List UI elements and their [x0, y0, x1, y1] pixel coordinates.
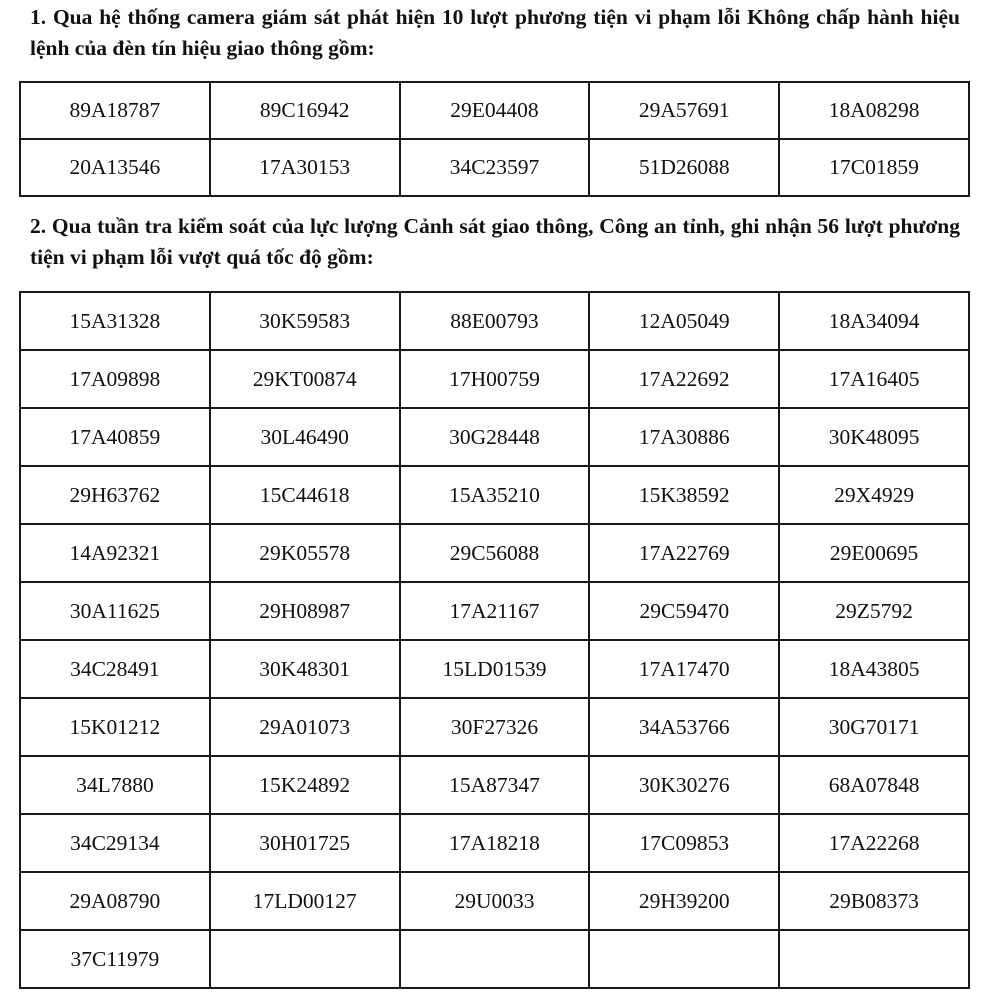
license-plate-cell: 29B08373 [779, 872, 969, 930]
license-plate-cell: 15K24892 [210, 756, 400, 814]
license-plate-cell: 17A16405 [779, 350, 969, 408]
license-plate-cell: 29H39200 [589, 872, 779, 930]
license-plate-cell: 17A22769 [589, 524, 779, 582]
license-plate-cell: 37C11979 [20, 930, 210, 988]
license-plate-cell: 29C59470 [589, 582, 779, 640]
license-plate-cell: 29Z5792 [779, 582, 969, 640]
license-plate-cell: 30K48095 [779, 408, 969, 466]
license-plate-cell: 17A22268 [779, 814, 969, 872]
license-plate-cell: 17A09898 [20, 350, 210, 408]
license-plate-cell: 15LD01539 [400, 640, 590, 698]
license-plate-cell: 17A40859 [20, 408, 210, 466]
license-plate-cell: 29H63762 [20, 466, 210, 524]
license-plate-cell: 18A43805 [779, 640, 969, 698]
table-row [20, 930, 969, 988]
license-plate-cell: 17C09853 [589, 814, 779, 872]
license-plate-cell: 30F27326 [400, 698, 590, 756]
table-row [20, 524, 969, 582]
license-plate-cell: 30G28448 [400, 408, 590, 466]
table-row [20, 814, 969, 872]
license-plate-cell: 51D26088 [589, 139, 779, 196]
license-plate-cell: 17A17470 [589, 640, 779, 698]
license-plate-cell: 29C56088 [400, 524, 590, 582]
license-plate-cell: 15C44618 [210, 466, 400, 524]
license-plate-cell: 12A05049 [589, 292, 779, 350]
table-row [20, 139, 969, 196]
license-plate-cell: 68A07848 [779, 756, 969, 814]
empty-cell [779, 930, 969, 988]
table-row [20, 582, 969, 640]
license-plate-cell: 29KT00874 [210, 350, 400, 408]
license-plate-cell: 30K48301 [210, 640, 400, 698]
table-row [20, 640, 969, 698]
license-plate-cell: 29H08987 [210, 582, 400, 640]
license-plate-cell: 88E00793 [400, 292, 590, 350]
license-plate-cell: 15A31328 [20, 292, 210, 350]
section-1-heading: 1. Qua hệ thống camera giám sát phát hiện 10 lượt phương tiện vi phạm lỗi Không chấp hành hiệu lệnh của đèn tín hiệu giao thông gồm: [30, 5, 960, 60]
license-plate-cell: 15K38592 [589, 466, 779, 524]
license-plate-cell: 89A18787 [20, 82, 210, 139]
license-plate-cell: 29A01073 [210, 698, 400, 756]
license-plate-cell: 34C28491 [20, 640, 210, 698]
license-plate-cell: 30H01725 [210, 814, 400, 872]
license-plate-cell: 15A35210 [400, 466, 590, 524]
license-plate-cell: 17LD00127 [210, 872, 400, 930]
license-plate-cell: 34C23597 [400, 139, 590, 196]
license-plate-cell: 20A13546 [20, 139, 210, 196]
license-plate-cell: 30G70171 [779, 698, 969, 756]
table-row [20, 698, 969, 756]
license-plate-cell: 15K01212 [20, 698, 210, 756]
empty-cell [210, 930, 400, 988]
license-plate-cell: 17H00759 [400, 350, 590, 408]
red-light-violations-table [19, 81, 970, 197]
license-plate-cell: 17A21167 [400, 582, 590, 640]
license-plate-cell: 29E00695 [779, 524, 969, 582]
license-plate-cell: 34L7880 [20, 756, 210, 814]
license-plate-cell: 17A18218 [400, 814, 590, 872]
table-row [20, 82, 969, 139]
table-row [20, 756, 969, 814]
license-plate-cell: 30L46490 [210, 408, 400, 466]
license-plate-cell: 30A11625 [20, 582, 210, 640]
license-plate-cell: 29E04408 [400, 82, 590, 139]
table-row [20, 466, 969, 524]
license-plate-cell: 29A08790 [20, 872, 210, 930]
license-plate-cell: 30K30276 [589, 756, 779, 814]
license-plate-cell: 17C01859 [779, 139, 969, 196]
license-plate-cell: 29K05578 [210, 524, 400, 582]
table-row [20, 872, 969, 930]
table-row [20, 292, 969, 350]
empty-cell [400, 930, 590, 988]
license-plate-cell: 17A30153 [210, 139, 400, 196]
license-plate-cell: 18A34094 [779, 292, 969, 350]
license-plate-cell: 34C29134 [20, 814, 210, 872]
license-plate-cell: 14A92321 [20, 524, 210, 582]
table-row [20, 408, 969, 466]
license-plate-cell: 29U0033 [400, 872, 590, 930]
license-plate-cell: 15A87347 [400, 756, 590, 814]
license-plate-cell: 30K59583 [210, 292, 400, 350]
license-plate-cell: 29X4929 [779, 466, 969, 524]
license-plate-cell: 29A57691 [589, 82, 779, 139]
license-plate-cell: 18A08298 [779, 82, 969, 139]
table-row [20, 350, 969, 408]
speeding-violations-table [19, 291, 970, 989]
license-plate-cell: 34A53766 [589, 698, 779, 756]
license-plate-cell: 17A30886 [589, 408, 779, 466]
section-2-heading: 2. Qua tuần tra kiểm soát của lực lượng Cảnh sát giao thông, Công an tỉnh, ghi nhận 56 lượt phương tiện vi phạm lỗi vượt quá tốc độ gồm: [30, 214, 960, 269]
license-plate-cell: 17A22692 [589, 350, 779, 408]
license-plate-cell: 89C16942 [210, 82, 400, 139]
empty-cell [589, 930, 779, 988]
